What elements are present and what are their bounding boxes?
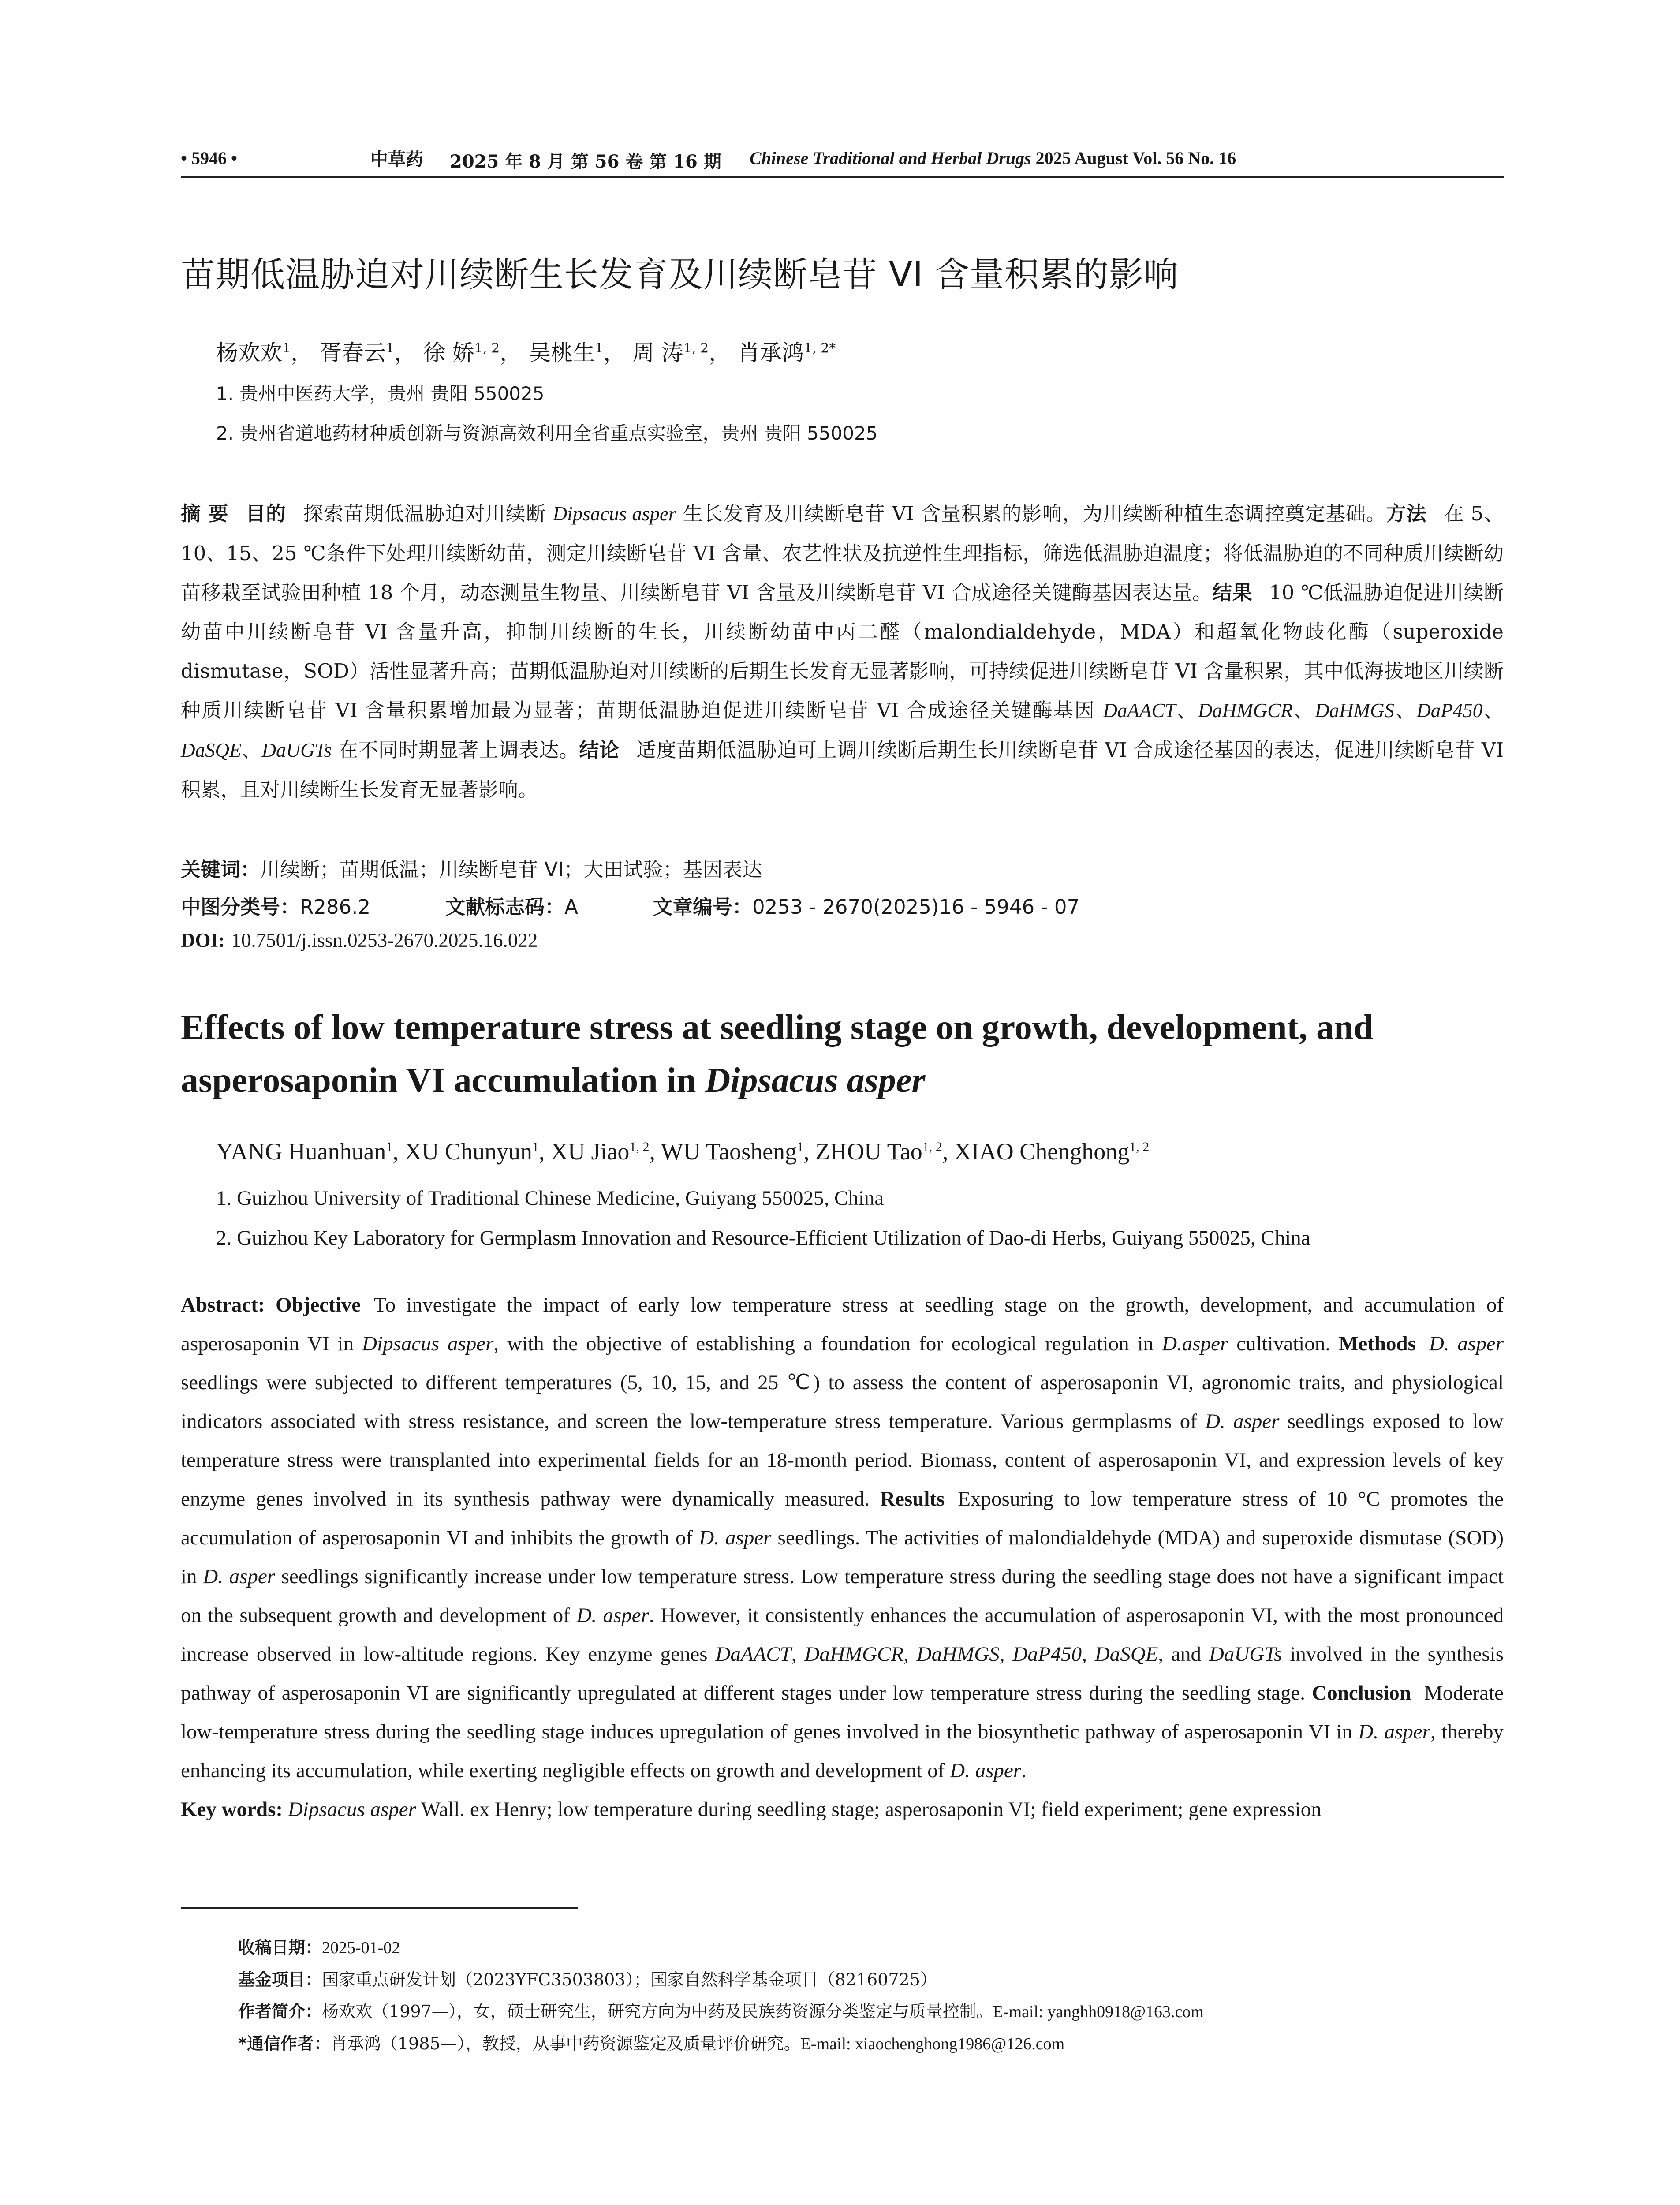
footnote-fund: 基金项目：国家重点研发计划（2023YFC3503803）；国家自然科学基金项目（82160725）: [238, 1970, 937, 1989]
abstract-label: 摘 要: [181, 502, 229, 525]
abstract-en: Abstract: Objective To investigate the impact of early low temperature stress at seedling stage on the growth, development, and accumulation of asperosaponin VI in Dipsacus asper, with the objective of establishing a foundation for ecological regulation in D.asper cultivation. Methods D. asper seedlings were subjected to different temperatures (5, 10, 15, and 25 ℃) to assess the content of asperosaponin VI, agronomic traits, and physiological indicators associated with stress resistance, and screen the low-temperature stress temperature. Various germplasms of D. asper seedlings exposed to low temperature stress were transplanted into experimental fields for an 18-month period. Biomass, content of asperosaponin VI, and expression levels of key enzyme genes involved in its synthesis pathway were dynamically measured. Results Exposuring to low temperature stress of 10 °C promotes the accumulation of asperosaponin VI and inhibits the growth of D. asper seedlings. The activities of malondialdehyde (MDA) and superoxide dismutase (SOD) in D. asper seedlings significantly increase under low temperature stress. Low temperature stress during the seedling stage does not have a significant impact on the subsequent growth and development of D. asper. However, it consistently enhances the accumulation of asperosaponin VI, with the most pronounced increase observed in low-altitude regions. Key enzyme genes DaAACT, DaHMGCR, DaHMGS, DaP450, DaSQE, and DaUGTs involved in the synthesis pathway of asperosaponin VI are significantly upregulated at different stages under low temperature stress during the seedling stage. Conclusion Moderate low-temperature stress during the seedling stage induces upregulation of genes involved in the biosynthetic pathway of asperosaponin VI in D. asper, thereby enhancing its accumulation, while exerting negligible effects on growth and development of D. asper. Key words: Dipsacus asper Wall. ex Henry; low temperature during seedling stage; asperosaponin VI; field experiment; gene expression: [181, 1293, 1504, 1821]
issue-info-cn: 2025 年 8 月 第 56 卷 第 16 期: [450, 151, 721, 172]
conclusion-label: 结论: [579, 738, 620, 762]
doi-link[interactable]: 10.7501/j.issn.0253-2670.2025.16.022: [231, 929, 538, 951]
species-name: D. asper: [576, 1604, 649, 1627]
page-number: • 5946 •: [181, 148, 238, 168]
species-name: D. asper: [950, 1759, 1022, 1782]
author-affiliation-mark: 1, 2: [629, 1140, 650, 1154]
author-name: XU Jiao: [550, 1138, 630, 1165]
title-en: Effects of low temperature stress at seedling stage on growth, development, and asperosaponin VI accumulation in Dipsacus asper: [181, 1008, 1374, 1100]
author-name: XU Chunyun: [404, 1138, 532, 1165]
gene-name: DaHMGCR: [804, 1643, 904, 1666]
species-name: Dipsacus asper: [362, 1332, 494, 1355]
objective-text: 探索苗期低温胁迫对川续断: [303, 502, 553, 525]
keywords-label: 关键词：: [181, 858, 261, 881]
author-affiliation-mark: 1, 2: [922, 1140, 942, 1154]
species-name: Dipsacus asper: [553, 503, 676, 525]
species-name: D.asper: [1162, 1332, 1228, 1355]
methods-label: Methods: [1338, 1332, 1416, 1355]
issue-info-en: 2025 August Vol. 56 No. 16: [1035, 148, 1236, 168]
author-name: XIAO Chenghong: [954, 1138, 1130, 1165]
footnote-divider: [181, 1907, 578, 1909]
author-affiliation-mark: 1: [282, 340, 291, 356]
affiliation-cn: 2. 贵州省道地药材种质创新与资源高效利用全省重点实验室，贵州 贵阳 550025: [216, 422, 878, 444]
author-name: 胥春云: [320, 340, 386, 366]
gene-name: DaHMGCR: [1198, 699, 1293, 721]
author-affiliation-mark: 1: [386, 340, 395, 356]
classification-line: [181, 891, 1079, 919]
journal-name-cn: 中草药: [370, 149, 423, 170]
footnote-corresponding: *通信作者：肖承鸿（1985—），教授，从事中药资源鉴定及质量评价研究。E-mail: xiaochenghong1986@126.com: [238, 2034, 1065, 2053]
gene-name: DaUGTs: [1209, 1643, 1282, 1666]
methods-text: 在 5、10、15、25 ℃条件下处理川续断幼苗，测定川续断皂苷 VI 含量、农艺性状及抗逆性生理指标，筛选低温胁迫温度；将低温胁迫的不同种质川续断幼苗移栽至试验田种植 18 个月，动态测量生物量、川续断皂苷 VI 含量及川续断皂苷 VI 合成途径关键酶基因表达量。: [181, 502, 1504, 604]
journal-info-en: [750, 148, 1236, 168]
species-name: Dipsacus asper: [705, 1061, 926, 1100]
doccode-value: A: [564, 895, 578, 919]
footnote-author: 作者简介：杨欢欢（1997—），女，硕士研究生，研究方向为中药及民族药资源分类鉴定与质量控制。E-mail: yanghh0918@163.com: [238, 2002, 1204, 2021]
objective-text: To investigate the impact of early low temperature stress at seedling stage on the growth, development, and accumulation of asperosaponin VI in: [181, 1293, 1504, 1355]
gene-name: DaSQE: [1094, 1643, 1158, 1666]
author-name: WU Taosheng: [661, 1138, 797, 1165]
clc-value: R286.2: [300, 895, 371, 919]
species-name: Dipsacus asper: [287, 1798, 416, 1821]
keywords-text: 川续断；苗期低温；川续断皂苷 VI；大田试验；基因表达: [260, 858, 762, 881]
objective-text: 生长发育及川续断皂苷 VI 含量积累的影响，为川续断种植生态调控奠定基础。: [676, 502, 1386, 525]
article-no-label: 文章编号：: [653, 895, 752, 919]
results-text: Exposuring to low temperature stress of 10 °C promotes the accumulation of asperosaponin VI and inhibits the growth of: [181, 1487, 1504, 1549]
species-name: D. asper: [1205, 1410, 1280, 1433]
abstract-cn: 摘 要 目的 探索苗期低温胁迫对川续断 Dipsacus asper 生长发育及川续断皂苷 VI 含量积累的影响，为川续断种植生态调控奠定基础。方法 在 5、10、15、25 ℃条件下处理川续断幼苗，测定川续断皂苷 VI 含量、农艺性状及抗逆性生理指标，筛选低温胁迫温度；将低温胁迫的不同种质川续断幼苗移栽至试验田种植 18 个月，动态测量生物量、川续断皂苷 VI 含量及川续断皂苷 VI 合成途径关键酶基因表达量。结果 10 ℃低温胁迫促进川续断幼苗中川续断皂苷 VI 含量升高，抑制川续断的生长，川续断幼苗中丙二醛（malondialdehyde，MDA）和超氧化物歧化酶（superoxide dismutase，SOD）活性显著升高；苗期低温胁迫对川续断的后期生长发育无显著影响，可持续促进川续断皂苷 VI 含量积累，其中低海拔地区川续断种质川续断皂苷 VI 含量积累增加最为显著；苗期低温胁迫促进川续断皂苷 VI 合成途径关键酶基因 DaAACT、DaHMGCR、DaHMGS、DaP450、DaSQE、DaUGTs 在不同时期显著上调表达。结论 适度苗期低温胁迫可上调川续断后期生长川续断皂苷 VI 合成途径基因的表达，促进川续断皂苷 VI 积累，且对川续断生长发育无显著影响。: [181, 502, 1504, 801]
author-affiliation-mark: 1, 2: [683, 340, 709, 356]
gene-name: DaHMGS: [1315, 699, 1394, 721]
title-cn: 苗期低温胁迫对川续断生长发育及川续断皂苷 VI 含量积累的影响: [181, 255, 1179, 295]
species-name: D. asper: [203, 1565, 276, 1588]
keywords-text: Wall. ex Henry; low temperature during seedling stage; asperosaponin VI; field experiment; gene expression: [416, 1798, 1322, 1821]
methods-text: seedlings exposed to low temperature stress were transplanted into experimental fields for an 18-month period. Biomass, content of asperosaponin VI, and expression levels of key enzyme genes involved in its synthesis pathway were dynamically measured.: [181, 1410, 1504, 1510]
author-affiliation-mark: 1: [532, 1140, 539, 1154]
conclusion-text: Moderate low-temperature stress during the seedling stage induces upregulation of genes involved in the biosynthetic pathway of asperosaponin VI in: [181, 1682, 1504, 1743]
doi-line: [181, 928, 538, 952]
clc-label: 中图分类号：: [181, 895, 300, 919]
objective-label: 目的: [245, 502, 287, 525]
running-header: [181, 146, 1504, 178]
gene-name: DaP450: [1012, 1643, 1082, 1666]
gene-name: DaP450: [1416, 699, 1483, 721]
author-name: 周 涛: [632, 340, 683, 366]
species-name: D. asper: [1358, 1720, 1430, 1743]
affiliation-en: 1. Guizhou University of Traditional Chinese Medicine, Guiyang 550025, China: [216, 1187, 884, 1210]
methods-label: 方法: [1386, 502, 1427, 525]
gene-name: DaSQE: [181, 739, 242, 761]
author-affiliation-mark: 1, 2: [1129, 1140, 1150, 1154]
author-affiliation-mark: 1: [595, 340, 604, 356]
results-label: 结果: [1212, 581, 1253, 604]
author-name: 徐 娇: [423, 340, 474, 366]
gene-name: DaAACT: [715, 1643, 791, 1666]
objective-label: Objective: [276, 1293, 361, 1316]
author-name: 吴桃生: [529, 340, 595, 366]
keywords-label: Key words:: [181, 1798, 283, 1821]
methods-text: seedlings were subjected to different temperatures (5, 10, 15, and 25 ℃) to assess the content of asperosaponin VI, agronomic traits, and physiological indicators associated with stress resistance, and screen the low-temperature stress temperature. Various germplasms of: [181, 1371, 1504, 1433]
author-name: ZHOU Tao: [815, 1138, 922, 1165]
species-name: D. asper: [699, 1526, 772, 1549]
results-text: 在不同时期显著上调表达。: [331, 738, 579, 762]
author-name: 杨欢欢: [216, 340, 282, 366]
authors-en: YANG Huanhuan$^1$, XU Chunyun$^1$, XU Jiao$^{1, 2}$, WU Taosheng$^1$, ZHOU Tao$^{1, 2}$, XIAO Chenghong$^{1, 2}$: [216, 1138, 1150, 1165]
author-affiliation-mark: 1: [797, 1140, 804, 1154]
affiliation-cn: 1. 贵州中医药大学，贵州 贵阳 550025: [216, 383, 545, 404]
gene-name: DaUGTs: [261, 739, 332, 761]
author-affiliation-mark: 1, 2: [474, 340, 500, 356]
gene-name: DaAACT: [1103, 699, 1176, 721]
results-text: 10 ℃低温胁迫促进川续断幼苗中川续断皂苷 VI 含量升高，抑制川续断的生长，川续断幼苗中丙二醛（malondialdehyde，MDA）和超氧化物歧化酶（superoxide dismutase，SOD）活性显著升高；苗期低温胁迫对川续断的后期生长发育无显著影响，可持续促进川续断皂苷 VI 含量积累，其中低海拔地区川续断种质川续断皂苷 VI 含量积累增加最为显著；苗期低温胁迫促进川续断皂苷 VI 合成途径关键酶基因: [181, 581, 1504, 722]
gene-name: DaHMGS: [916, 1643, 1000, 1666]
doccode-label: 文献标志码：: [445, 895, 565, 919]
journal-name-en: Chinese Traditional and Herbal Drugs: [750, 148, 1031, 168]
doi-label: DOI:: [181, 929, 225, 951]
abstract-label: Abstract:: [181, 1293, 265, 1316]
species-name: D. asper: [1429, 1332, 1504, 1355]
author-email-link[interactable]: E-mail: yanghh0918@163.com: [993, 2003, 1204, 2021]
footnotes: [238, 1932, 1204, 2060]
keywords-cn: [181, 853, 762, 882]
results-label: Results: [880, 1487, 945, 1510]
footnote-received: 收稿日期：2025-01-02: [238, 1938, 400, 1957]
conclusion-label: Conclusion: [1312, 1682, 1411, 1704]
author-name: YANG Huanhuan: [216, 1138, 386, 1165]
corresponding-email-link[interactable]: E-mail: xiaochenghong1986@126.com: [800, 2035, 1065, 2053]
conclusion-text: 适度苗期低温胁迫可上调川续断后期生长川续断皂苷 VI 合成途径基因的表达，促进川续断皂苷 VI 积累，且对川续断生长发育无显著影响。: [181, 738, 1504, 801]
author-affiliation-mark: 1, 2*: [804, 340, 836, 356]
authors-cn: 杨欢欢$^1$， 胥春云$^1$， 徐 娇$^{1, 2}$， 吴桃生$^1$， 周 涛$^{1, 2}$， 肖承鸿$^{1, 2*}$: [216, 340, 836, 366]
author-name: 肖承鸿: [738, 340, 804, 366]
article-no-value: 0253 - 2670(2025)16 - 5946 - 07: [752, 895, 1080, 919]
author-affiliation-mark: 1: [386, 1140, 393, 1154]
affiliation-en: 2. Guizhou Key Laboratory for Germplasm Innovation and Resource-Efficient Utilization of Dao-di Herbs, Guiyang 550025, China: [216, 1226, 1310, 1249]
